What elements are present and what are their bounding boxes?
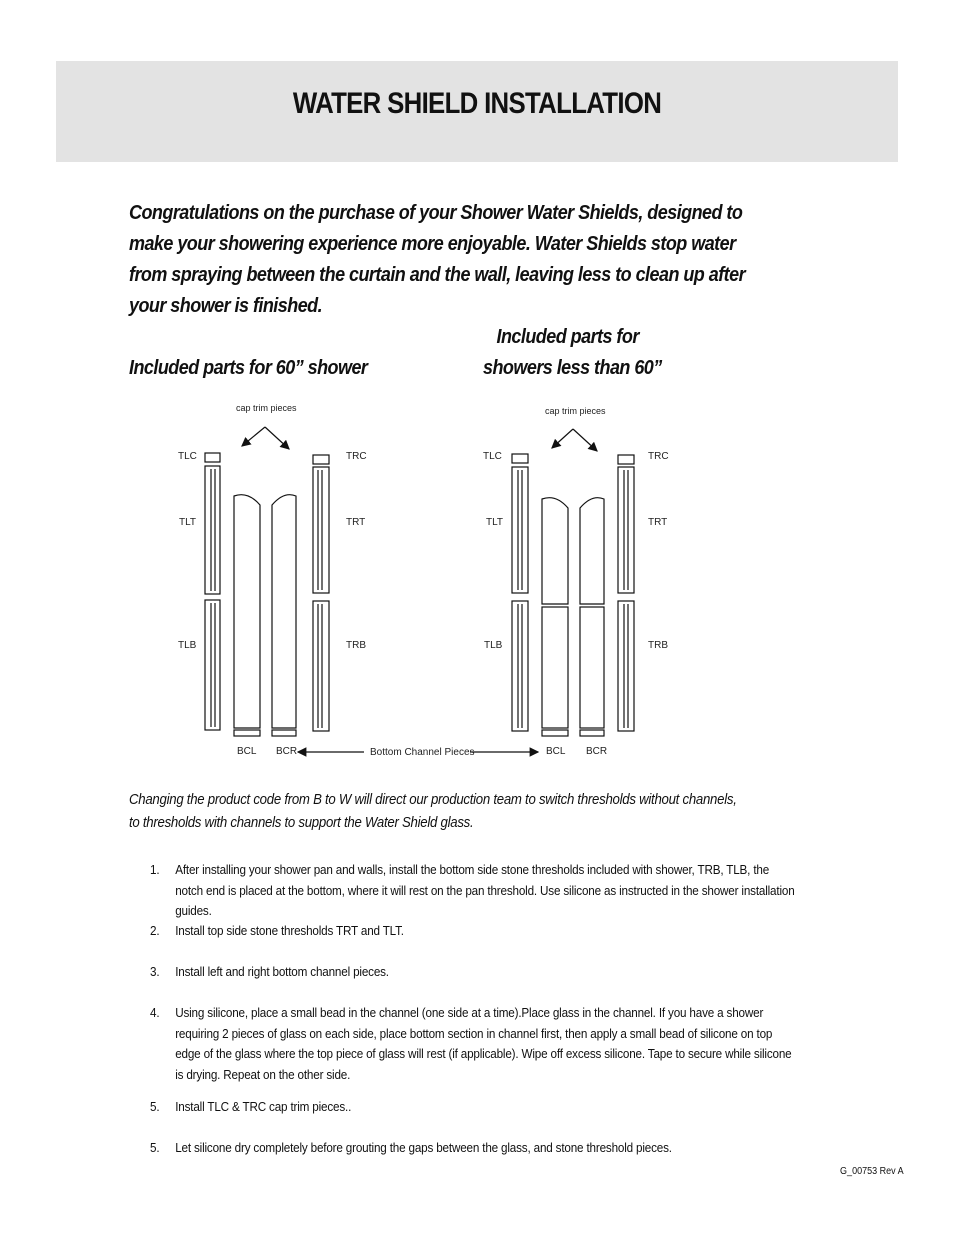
cap-arrow-right xyxy=(265,427,289,449)
parts-heading-less-than-60 xyxy=(483,322,662,384)
label-trt: TRT xyxy=(346,517,366,528)
label-bcl: BCL xyxy=(237,746,257,757)
left-assembly-60 xyxy=(205,427,329,736)
step-text: Using silicone, place a small bead in the channel (one side at a time).Place glass in the channel. If you have a shower requiring 2 pieces of glass on each side, place bottom section in channel first, then apply a small bead of silicone on top edge of the glass where the top piece of glass will rest (if applicable). Wipe off excess silicone. Tape to secure while silicone is drying. Repeat on the other side. xyxy=(175,1005,792,1082)
cap-arrow-left xyxy=(552,429,573,448)
right-glass-panel xyxy=(272,495,296,728)
label-trc: TRC xyxy=(346,451,367,462)
label-tlt: TLT xyxy=(179,517,197,528)
label-trc: TRC xyxy=(648,451,669,462)
label-tlt: TLT xyxy=(486,517,504,528)
cap-arrow-right xyxy=(573,429,597,451)
trt-threshold xyxy=(618,467,634,593)
label-trb: TRB xyxy=(346,640,366,651)
parts-heading-line2: showers less than 60” xyxy=(483,357,662,379)
bcr-channel xyxy=(272,730,296,736)
page-title: WATER SHIELD INSTALLATION xyxy=(292,87,662,120)
right-glass-upper xyxy=(580,498,604,604)
parts-heading-60: Included parts for 60” shower xyxy=(129,357,368,379)
list-item xyxy=(150,1138,796,1159)
tlc-cap-piece xyxy=(512,454,528,463)
step-text: After installing your shower pan and walls, install the bottom side stone thresholds included with shower, TRB, TLB, the notch end is placed at the bottom, where it will rest on the pan threshold. Use silicone as instructed in the shower installation guides. xyxy=(175,862,795,918)
cap-arrow-left xyxy=(242,427,265,446)
title-band xyxy=(56,61,898,162)
trt-threshold xyxy=(313,467,329,593)
label-tlb: TLB xyxy=(178,640,197,651)
trc-cap-piece xyxy=(313,455,329,464)
trb-threshold xyxy=(618,601,634,731)
step-number: 4. xyxy=(150,1005,160,1020)
tlb-threshold xyxy=(512,601,528,731)
label-bcr: BCR xyxy=(586,746,608,757)
label-trt: TRT xyxy=(648,517,668,528)
tlb-threshold xyxy=(205,600,220,730)
parts-diagram xyxy=(0,390,954,770)
parts-heading-line1: Included parts for xyxy=(496,326,639,348)
list-item xyxy=(150,1097,796,1118)
tlt-threshold xyxy=(512,467,528,593)
trc-cap-piece xyxy=(618,455,634,464)
label-trb: TRB xyxy=(648,640,668,651)
step-number: 5. xyxy=(150,1099,160,1114)
label-bcl: BCL xyxy=(546,746,566,757)
label-tlb: TLB xyxy=(484,640,503,651)
step-text: Install top side stone thresholds TRT and TLT. xyxy=(175,923,404,938)
list-item xyxy=(150,1003,796,1085)
bottom-channel-label: Bottom Channel Pieces xyxy=(370,747,475,758)
cap-trim-label: cap trim pieces xyxy=(236,403,297,413)
tlc-cap-piece xyxy=(205,453,220,462)
step-number: 2. xyxy=(150,923,160,938)
document-code: G_00753 Rev A xyxy=(840,1166,904,1177)
label-bcr: BCR xyxy=(276,746,298,757)
bcl-channel xyxy=(542,730,568,736)
step-number: 1. xyxy=(150,862,160,877)
trb-threshold xyxy=(313,601,329,731)
step-text: Install left and right bottom channel pieces. xyxy=(175,964,389,979)
note-line-1: Changing the product code from B to W will direct our production team to switch thresholds without channels, xyxy=(129,791,737,808)
step-text: Install TLC & TRC cap trim pieces.. xyxy=(175,1099,352,1114)
step-text: Let silicone dry completely before grouting the gaps between the glass, and stone threshold pieces. xyxy=(175,1140,672,1155)
step-number: 5. xyxy=(150,1140,160,1155)
cap-trim-label: cap trim pieces xyxy=(545,406,606,416)
label-tlc: TLC xyxy=(483,451,502,462)
note-line-2: to thresholds with channels to support the Water Shield glass. xyxy=(129,814,474,831)
intro-paragraph: Congratulations on the purchase of your Shower Water Shields, designed to make your showering experience more enjoyable. Water Shields stop water from spraying between the curtain and the wall, leaving less to clean up after your shower is finished. xyxy=(129,202,746,317)
bcl-channel xyxy=(234,730,260,736)
left-glass-upper xyxy=(542,498,568,604)
list-item xyxy=(150,921,796,942)
list-item xyxy=(150,962,796,983)
right-assembly-less-than-60 xyxy=(512,429,634,736)
bcr-channel xyxy=(580,730,604,736)
left-glass-lower xyxy=(542,607,568,728)
label-tlc: TLC xyxy=(178,451,197,462)
tlt-threshold xyxy=(205,466,220,594)
list-item xyxy=(150,860,796,922)
step-number: 3. xyxy=(150,964,160,979)
left-glass-panel xyxy=(234,495,260,728)
right-glass-lower xyxy=(580,607,604,728)
product-code-note xyxy=(129,788,745,834)
